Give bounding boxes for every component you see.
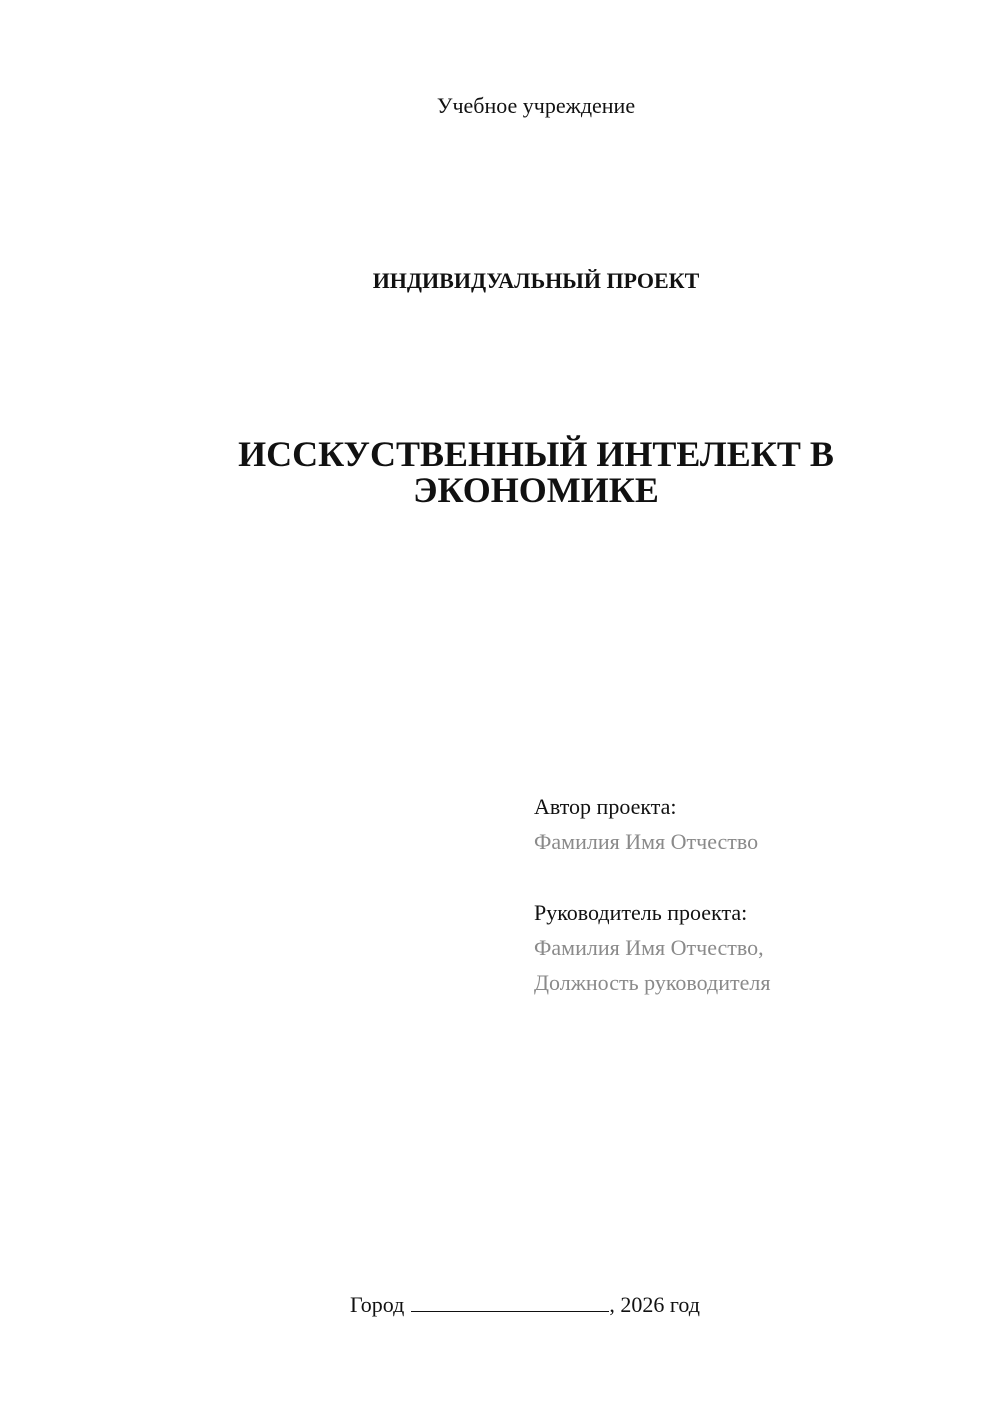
year-text: , 2026 год	[609, 1292, 700, 1317]
supervisor-position-placeholder: Должность руководителя	[534, 970, 771, 995]
project-title	[200, 436, 872, 508]
footer-city-year	[350, 1291, 700, 1319]
project-info-block	[534, 789, 974, 1000]
supervisor-label: Руководитель проекта:	[534, 900, 748, 925]
info-spacer	[534, 859, 974, 895]
author-name-placeholder: Фамилия Имя Отчество	[534, 829, 759, 854]
institution-name: Учебное учреждение	[436, 93, 636, 118]
author-label: Автор проекта:	[534, 794, 677, 819]
city-label: Город	[350, 1292, 405, 1317]
project-title-line-2: ЭКОНОМИКЕ	[413, 470, 659, 510]
project-title-line-1: ИССКУСТВЕННЫЙ ИНТЕЛЕКТ В	[238, 434, 834, 474]
project-type-heading: ИНДИВИДУАЛЬНЫЙ ПРОЕКТ	[372, 268, 700, 293]
city-blank-line	[411, 1291, 609, 1312]
supervisor-name-placeholder: Фамилия Имя Отчество,	[534, 935, 764, 960]
